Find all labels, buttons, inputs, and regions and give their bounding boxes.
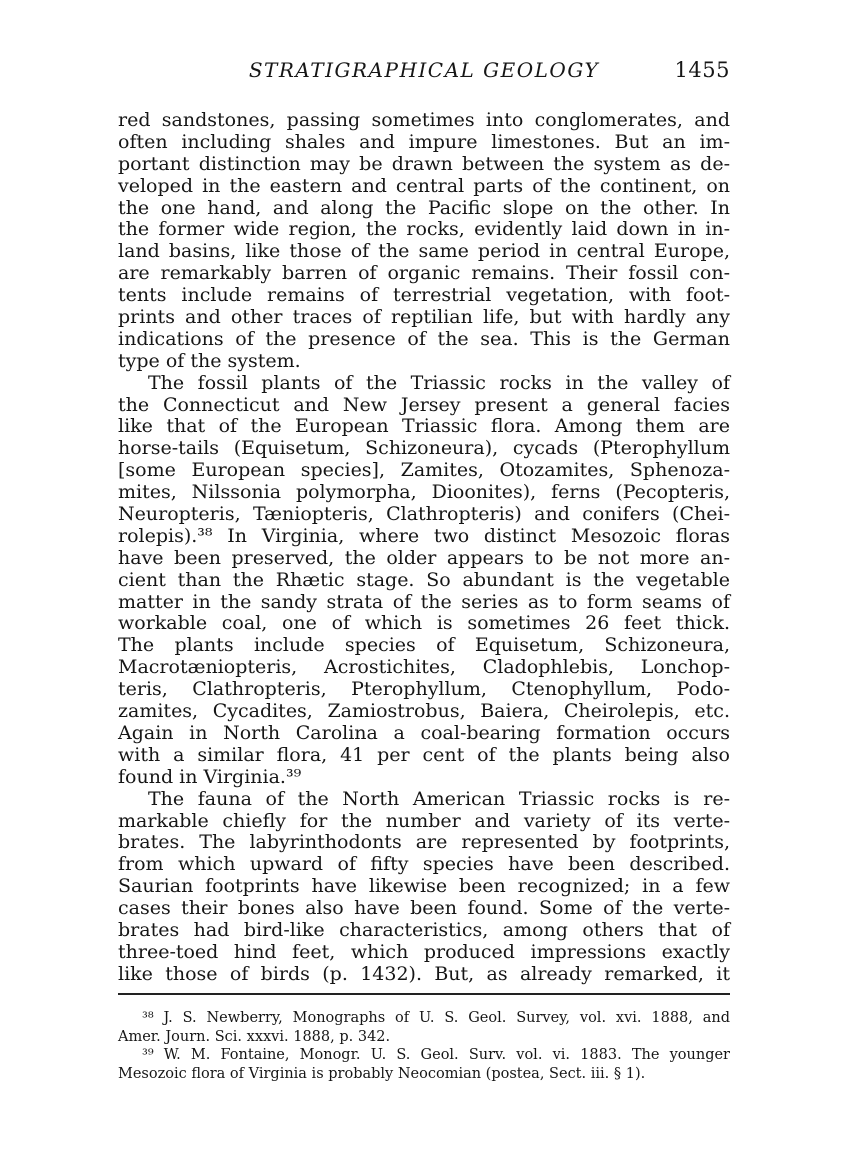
text-line: brates had bird-like characteristics, among others that of [118,918,730,941]
text-line: cases their bones also have been found. Some of the verte- [118,897,730,920]
text-line: workable coal, one of which is sometimes 26 feet thick. [118,612,730,635]
text-line: three-toed hind feet, which produced impressions exactly [118,940,730,963]
text-line: have been preserved, the older appears to be not more an- [118,546,730,569]
text-line: The fossil plants of the Triassic rocks in the valley of [148,371,730,394]
footnotes [118,1009,730,1083]
text-line: cient than the Rhætic stage. So abundant is the vegetable [118,568,730,591]
text-line: The fauna of the North American Triassic rocks is re- [148,787,730,810]
text-line: from which upward of fifty species have been described. [118,853,730,876]
text-line: Neuropteris, Tæniopteris, Clathropteris) and conifers (Chei- [118,503,730,526]
text-line: often including shales and impure limestones. But an im- [118,130,730,153]
text-line: land basins, like those of the same period in central Europe, [118,240,730,263]
page-number: 1455 [674,58,730,82]
footnote-line: ³⁹ W. M. Fontaine, Monogr. U. S. Geol. Surv. vol. vi. 1883. The younger [142,1047,730,1064]
text-line: Saurian footprints have likewise been recognized; in a few [118,875,730,898]
text-line: matter in the sandy strata of the series as to form seams of [118,590,730,613]
text-line: zamites, Cycadites, Zamiostrobus, Baiera, Cheirolepis, etc. [118,700,730,723]
text-line: tents include remains of terrestrial vegetation, with foot- [118,284,730,307]
text-line: [some European species], Zamites, Otozamites, Sphenoza- [118,459,730,482]
footnote-rule [118,993,730,995]
body-text [118,110,730,986]
text-line: indications of the presence of the sea. This is the German [118,327,730,350]
text-line: markable chiefly for the number and variety of its verte- [118,809,730,832]
page-header [118,58,730,92]
text-line: are remarkably barren of organic remains. Their fossil con- [118,262,730,285]
text-line: Macrotæniopteris, Acrostichites, Cladophlebis, Lonchop- [118,656,730,679]
text-line: like those of birds (p. 1432). But, as already remarked, it [118,962,730,985]
text-line: found in Virginia.³⁹ [118,765,302,788]
text-line: the one hand, and along the Pacific slope on the other. In [118,196,730,219]
text-line: prints and other traces of reptilian life, but with hardly any [118,306,730,329]
text-line: the former wide region, the rocks, evidently laid down in in- [118,218,730,241]
footnote-line: Mesozoic flora of Virginia is probably Neocomian (postea, Sect. iii. § 1). [118,1065,646,1082]
footnote-line: Amer. Journ. Sci. xxxvi. 1888, p. 342. [118,1028,391,1045]
text-line: mites, Nilssonia polymorpha, Dioonites), ferns (Pecopteris, [118,481,730,504]
text-line: Again in North Carolina a coal-bearing formation occurs [118,721,730,744]
text-line: veloped in the eastern and central parts of the continent, on [118,174,730,197]
text-line: red sandstones, passing sometimes into conglomerates, and [118,109,730,131]
text-line: brates. The labyrinthodonts are represented by footprints, [118,831,730,854]
running-title: STRATIGRAPHICAL GEOLOGY [248,58,600,82]
text-line: portant distinction may be drawn between the system as de- [118,152,730,175]
text-line: like that of the European Triassic flora. Among them are [118,415,730,438]
text-line: teris, Clathropteris, Pterophyllum, Ctenophyllum, Podo- [118,678,730,701]
text-line: with a similar flora, 41 per cent of the plants being also [118,743,730,766]
text-line: The plants include species of Equisetum, Schizoneura, [118,634,730,657]
text-line: rolepis).³⁸ In Virginia, where two distinct Mesozoic floras [118,524,730,547]
text-line: the Connecticut and New Jersey present a general facies [118,393,730,416]
footnote-line: ³⁸ J. S. Newberry, Monographs of U. S. Geol. Survey, vol. xvi. 1888, and [142,1010,730,1026]
text-line: horse-tails (Equisetum, Schizoneura), cycads (Pterophyllum [118,437,730,460]
text-line: type of the system. [118,349,301,372]
